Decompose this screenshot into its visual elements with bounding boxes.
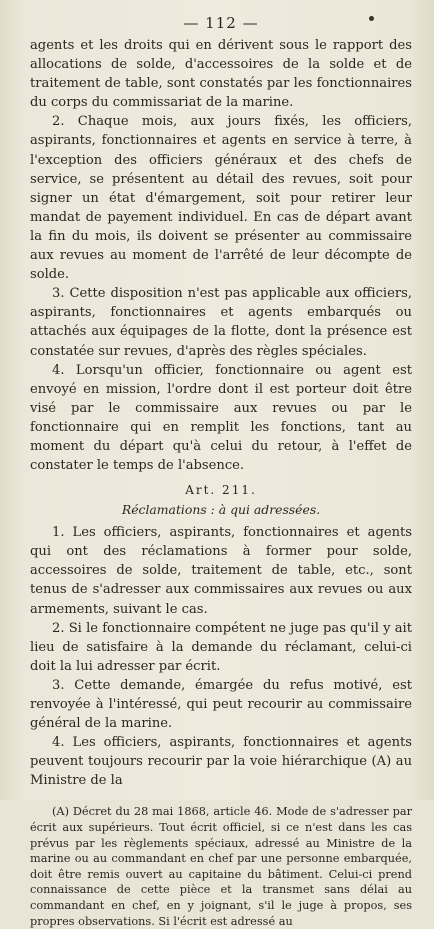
paragraph-continuation: agents et les droits qui en dérivent sous le rapport des allocations de solde, d'accessoires de la solde et de traitement de table, sont constatés par les fonctionnaires du corps du commissariat de la marine. <box>30 38 412 111</box>
article-paragraph-1: 1. Les officiers, aspirants, fonctionnaires et agents qui ont des réclamations à former pour solde, accessoires de solde, traitement de table, etc., sont tenus de s'adresser aux commissaires aux revues ou aux armements, suivant le cas. <box>30 525 412 617</box>
body-text-bottom <box>30 523 412 790</box>
article-heading: Art. 211. <box>185 483 257 498</box>
body-text-top <box>30 36 412 475</box>
article-subtitle: Réclamations : à qui adressées. <box>121 502 321 518</box>
article-paragraph-3: 3. Cette demande, émargée du refus motivé, est renvoyée à l'intéressé, qui peut recourir au commissaire général de la marine. <box>30 677 412 732</box>
footnote <box>30 804 412 929</box>
paragraph-2: 2. Chaque mois, aux jours fixés, les officiers, aspirants, fonctionnaires et agents en service à terre, à l'exception des officiers généraux et des chefs de service, se présentent au détail des revues, soit pour signer un état d'émargement, soit pour retirer leur mandat de payement individuel. En cas de départ avant la fin du mois, ils doivent se présenter au commissaire aux revues au moment de l'arrêté de leur décompte de solde. <box>30 114 412 283</box>
footnote-text: (A) Décret du 28 mai 1868, article 46. Mode de s'adresser par écrit aux supérieurs. Tout écrit officiel, si ce n'est dans les cas prévus par les règlements spéciaux, adressé au Ministre de la marine ou au commandant en chef par une personne embarquée, doit être remis ouvert au capitaine du bâtiment. Celui-ci prend connaissance de cette pièce et la transmet sans délai au commandant en chef, en y joignant, s'il le juge à propos, ses propres observations. Si l'écrit est adressé au <box>30 805 412 928</box>
ink-mark <box>369 16 374 21</box>
paragraph-4: 4. Lorsqu'un officier, fonctionnaire ou agent est envoyé en mission, l'ordre dont il est porteur doit être visé par le commissaire aux revues ou par le fonctionnaire qui en remplit les fonctions, tant au moment du départ qu'à celui du retour, à l'effet de constater le temps de l'absence. <box>30 362 412 474</box>
paragraph-3: 3. Cette disposition n'est pas applicable aux officiers, aspirants, fonctionnaires et agents embarqués ou attachés aux équipages de la flotte, dont la présence est constatée sur revues, d'après des règles spéciales. <box>30 286 412 359</box>
article-paragraph-4: 4. Les officiers, aspirants, fonctionnaires et agents peuvent toujours recourir par la voie hiérarchique (A) au Ministre de la <box>30 735 412 789</box>
article-paragraph-2: 2. Si le fonctionnaire compétent ne juge pas qu'il y ait lieu de satisfaire à la demande du réclamant, celui-ci doit la lui adresser par écrit. <box>30 620 412 674</box>
page-number: — 112 — <box>183 14 259 32</box>
